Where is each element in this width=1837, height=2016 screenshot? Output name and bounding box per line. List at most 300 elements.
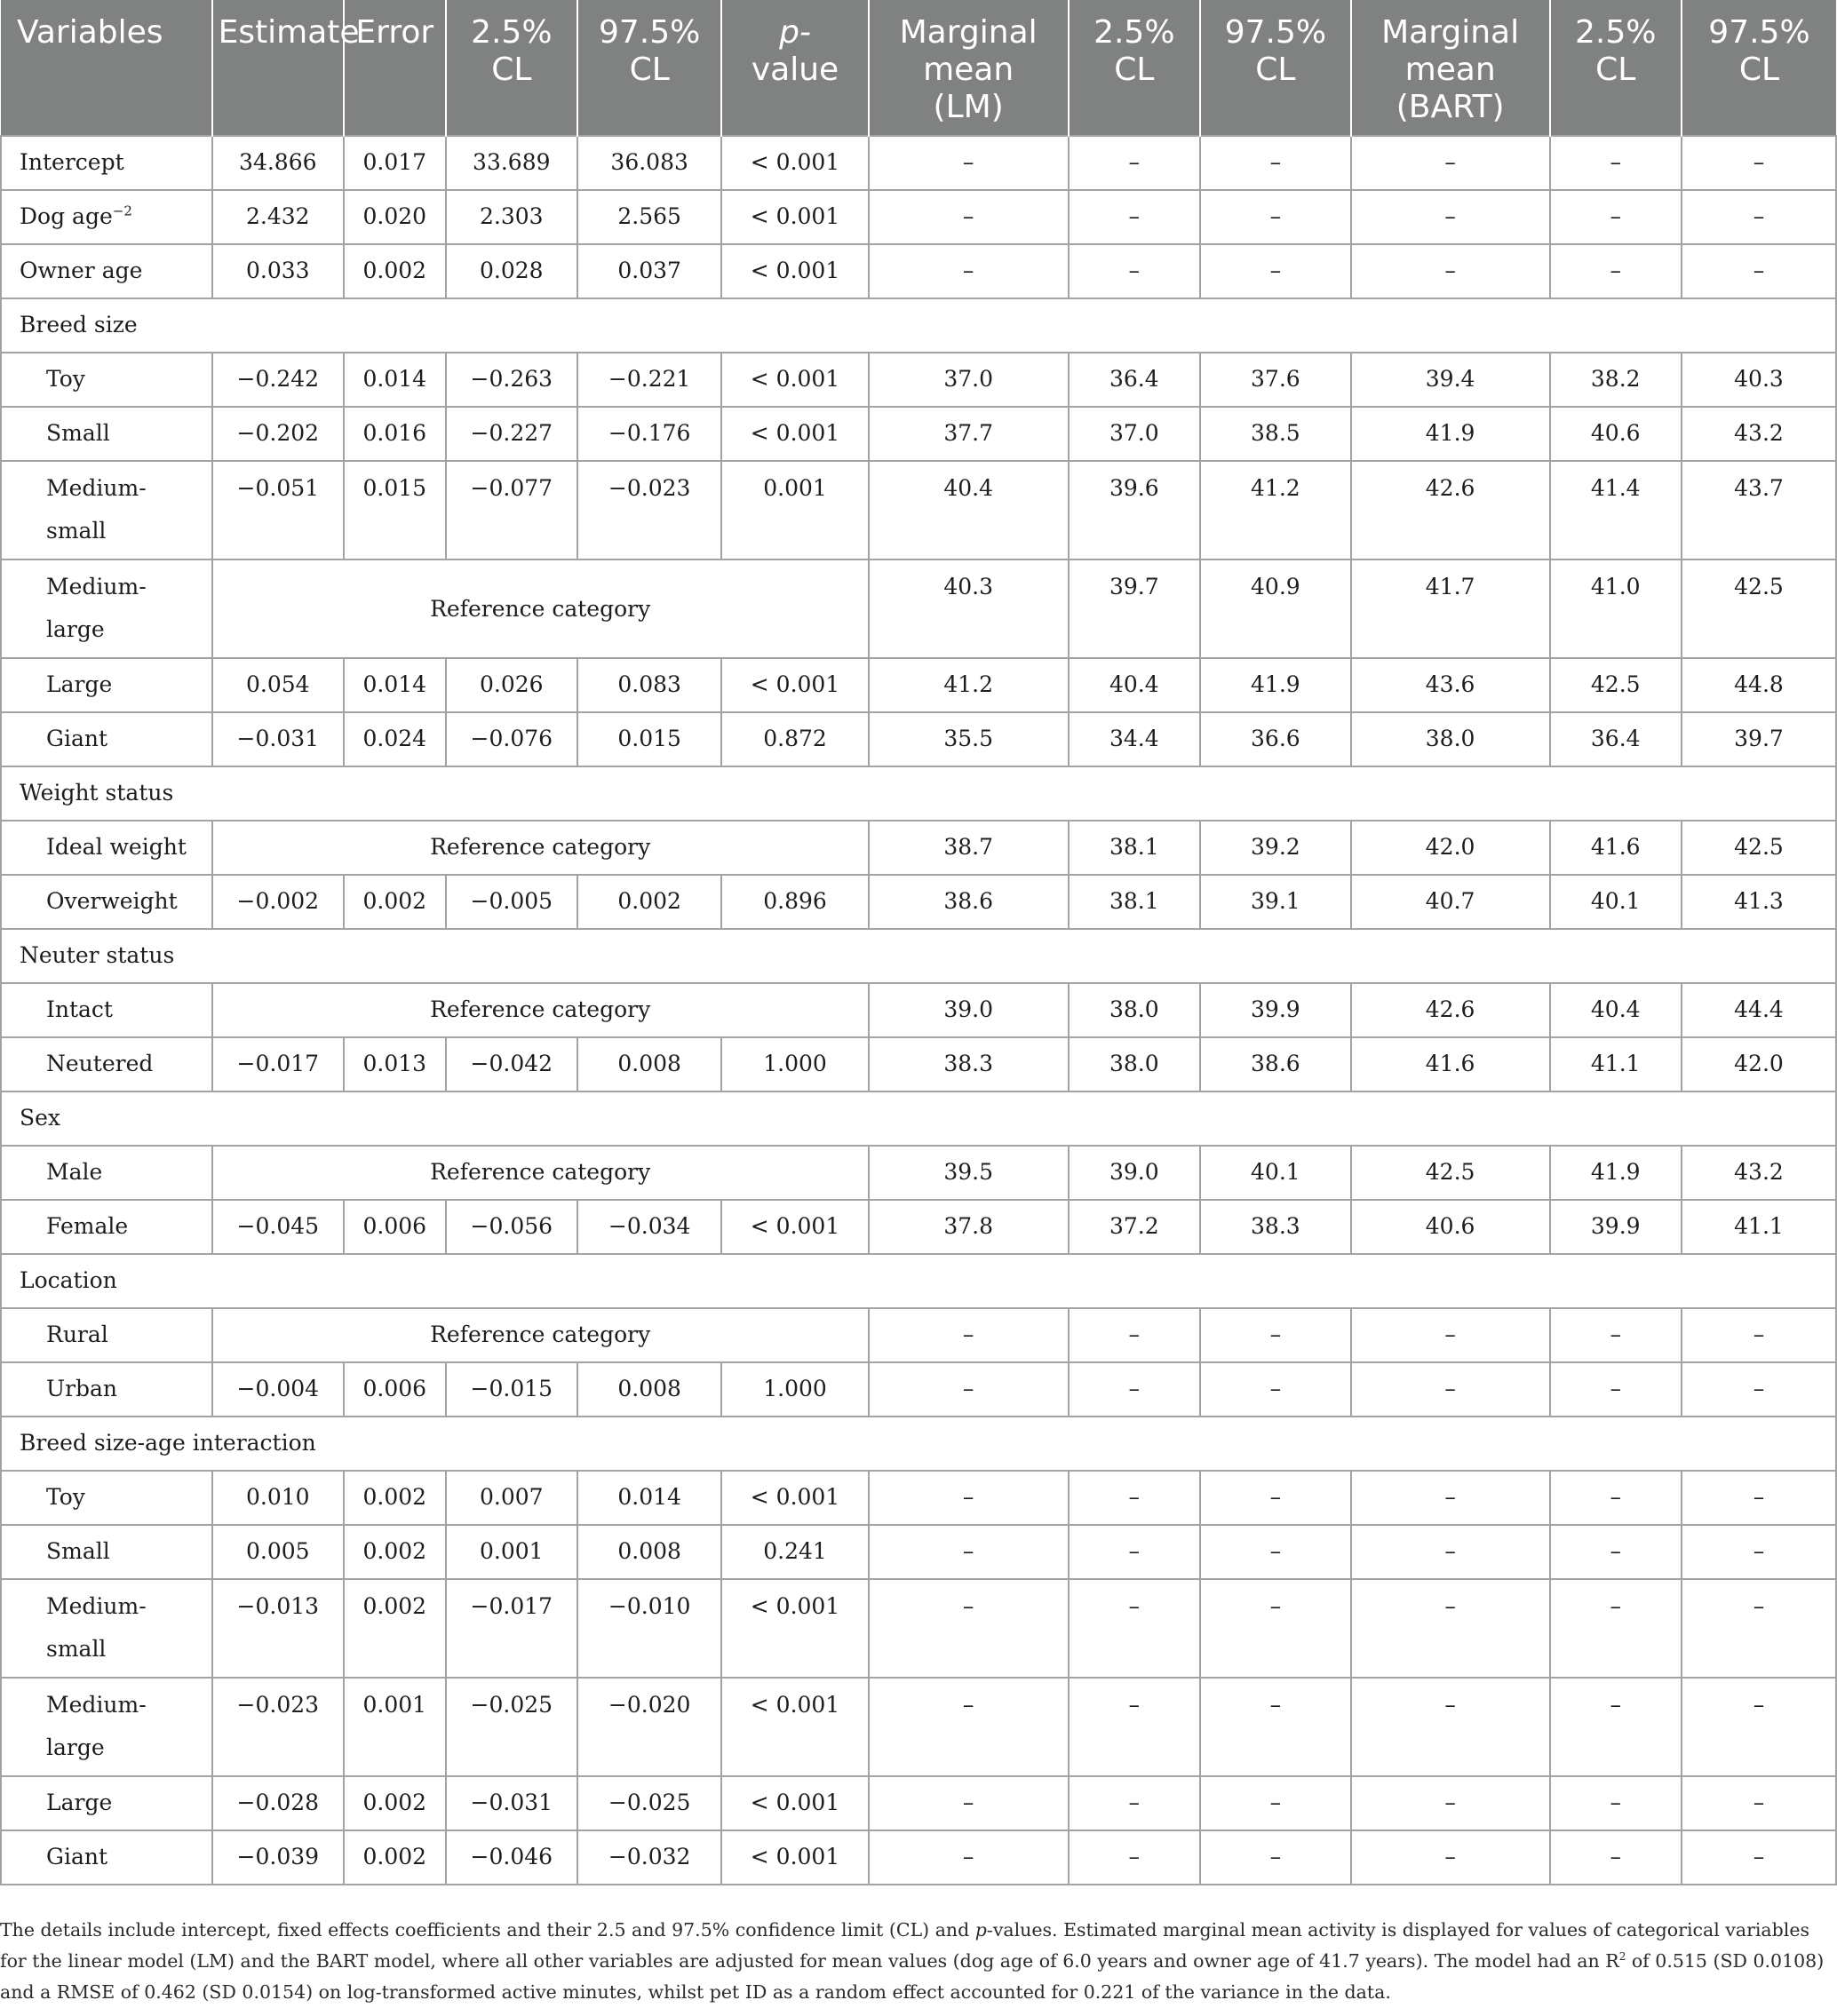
table-cell: 40.6	[1550, 407, 1682, 461]
table-cell: –	[1351, 1308, 1550, 1362]
column-header	[1069, 0, 1200, 136]
table-cell: 43.7	[1682, 461, 1836, 560]
table-cell: –	[1351, 1362, 1550, 1417]
row-label	[1, 1308, 212, 1362]
row-label-text: Dog age	[20, 203, 113, 229]
table-cell: –	[1682, 1362, 1836, 1417]
table-cell: 0.002	[344, 1776, 446, 1830]
table-cell: −0.077	[446, 461, 577, 560]
table-cell: –	[1200, 136, 1351, 190]
table-cell: –	[1069, 244, 1200, 298]
row-label	[1, 1830, 212, 1885]
table-cell: 40.7	[1351, 875, 1550, 929]
table-cell: 40.1	[1200, 1146, 1351, 1200]
table-cell: 41.4	[1550, 461, 1682, 560]
table-cell: –	[1682, 1776, 1836, 1830]
row-label	[1, 1776, 212, 1830]
column-header	[446, 0, 577, 136]
table-cell: –	[869, 1579, 1069, 1678]
table-cell: < 0.001	[721, 244, 868, 298]
table-row	[1, 1678, 1836, 1776]
row-label-line: Medium-	[46, 1593, 147, 1619]
table-cell: 0.008	[577, 1525, 721, 1579]
column-header-line: Error	[355, 14, 434, 51]
table-cell: 0.008	[577, 1362, 721, 1417]
section-row	[1, 298, 1836, 353]
table-cell: 0.001	[446, 1525, 577, 1579]
row-label-text: Giant	[46, 1844, 108, 1869]
table-cell: 41.1	[1682, 1200, 1836, 1254]
table-cell: 0.016	[344, 407, 446, 461]
table-cell: 0.002	[344, 1579, 446, 1678]
table-cell: –	[869, 190, 1069, 244]
table-cell: 0.002	[344, 875, 446, 929]
table-cell: 42.5	[1682, 560, 1836, 658]
row-label	[1, 821, 212, 875]
table-cell: 36.083	[577, 136, 721, 190]
table-row	[1, 1362, 1836, 1417]
column-header	[1550, 0, 1682, 136]
table-cell: –	[869, 1678, 1069, 1776]
table-cell: 39.0	[1069, 1146, 1200, 1200]
table-cell: –	[1550, 136, 1682, 190]
table-cell: 43.2	[1682, 1146, 1836, 1200]
table-cell: 0.017	[344, 136, 446, 190]
table-cell: –	[1200, 1678, 1351, 1776]
table-cell: –	[1200, 244, 1351, 298]
table-cell: 0.001	[721, 461, 868, 560]
row-label	[1, 407, 212, 461]
reference-category-cell: Reference category	[212, 983, 869, 1037]
table-cell: 40.9	[1200, 560, 1351, 658]
table-cell: 0.006	[344, 1362, 446, 1417]
section-label: Neuter status	[1, 929, 1836, 983]
table-cell: 40.3	[1682, 353, 1836, 407]
table-cell: 36.6	[1200, 712, 1351, 766]
table-row	[1, 1830, 1836, 1885]
row-label-line: large	[46, 616, 105, 642]
table-cell: 41.9	[1200, 658, 1351, 712]
table-cell: < 0.001	[721, 136, 868, 190]
table-cell: 38.0	[1351, 712, 1550, 766]
table-cell: 42.5	[1682, 821, 1836, 875]
column-header	[869, 0, 1069, 136]
table-cell: 38.3	[869, 1037, 1069, 1091]
table-cell: 41.0	[1550, 560, 1682, 658]
column-header-line: mean	[1404, 52, 1496, 88]
table-cell: –	[1351, 1579, 1550, 1678]
table-cell: 36.4	[1069, 353, 1200, 407]
column-header-line: 2.5%	[1093, 14, 1175, 51]
table-cell: 44.4	[1682, 983, 1836, 1037]
table-cell: −0.076	[446, 712, 577, 766]
table-cell: 0.002	[344, 1830, 446, 1885]
table-cell: 42.6	[1351, 983, 1550, 1037]
table-cell: –	[1682, 190, 1836, 244]
row-label-line: small	[46, 1636, 107, 1662]
table-cell: –	[1682, 1579, 1836, 1678]
table-cell: –	[1069, 1579, 1200, 1678]
table-cell: –	[1069, 190, 1200, 244]
table-cell: −0.039	[212, 1830, 344, 1885]
row-label-text: Owner age	[20, 258, 143, 283]
table-cell: < 0.001	[721, 353, 868, 407]
row-label-line: small	[46, 518, 107, 544]
table-cell: –	[1682, 1830, 1836, 1885]
table-cell: 42.0	[1682, 1037, 1836, 1091]
table-cell: −0.028	[212, 1776, 344, 1830]
column-header	[344, 0, 446, 136]
table-cell: 39.4	[1351, 353, 1550, 407]
table-cell: −0.032	[577, 1830, 721, 1885]
table-cell: 41.7	[1351, 560, 1550, 658]
table-cell: −0.013	[212, 1579, 344, 1678]
row-label	[1, 1471, 212, 1525]
column-header	[212, 0, 360, 136]
table-row	[1, 461, 1836, 560]
row-label-text: Small	[46, 1538, 110, 1564]
table-row	[1, 658, 1836, 712]
table-cell: 0.037	[577, 244, 721, 298]
table-cell: 42.6	[1351, 461, 1550, 560]
table-cell: 1.000	[721, 1037, 868, 1091]
table-cell: 0.002	[344, 1471, 446, 1525]
section-row	[1, 1254, 1836, 1308]
table-cell: –	[1200, 1579, 1351, 1678]
table-cell: –	[1550, 1776, 1682, 1830]
section-label: Breed size-age interaction	[1, 1417, 1836, 1471]
table-cell: −0.017	[212, 1037, 344, 1091]
table-cell: –	[1550, 1678, 1682, 1776]
table-row	[1, 983, 1836, 1037]
table-row	[1, 1146, 1836, 1200]
table-cell: –	[869, 136, 1069, 190]
table-cell: –	[1351, 244, 1550, 298]
table-cell: −0.005	[446, 875, 577, 929]
table-row	[1, 244, 1836, 298]
table-cell: −0.031	[212, 712, 344, 766]
column-header-line: mean	[923, 52, 1014, 88]
table-cell: 42.5	[1351, 1146, 1550, 1200]
table-cell: –	[1351, 1678, 1550, 1776]
table-cell: –	[1351, 1830, 1550, 1885]
table-cell: –	[1550, 1830, 1682, 1885]
column-header-line: Marginal	[1381, 14, 1520, 51]
table-cell: −0.221	[577, 353, 721, 407]
table-row	[1, 1776, 1836, 1830]
table-cell: 0.020	[344, 190, 446, 244]
row-label	[1, 983, 212, 1037]
row-label-text: Female	[46, 1213, 129, 1239]
row-label-text: Intact	[46, 996, 113, 1022]
table-cell: 38.0	[1069, 983, 1200, 1037]
table-cell: 37.8	[869, 1200, 1069, 1254]
table-cell: 38.6	[1200, 1037, 1351, 1091]
section-label: Sex	[1, 1091, 1836, 1146]
table-row	[1, 1308, 1836, 1362]
column-header-line: CL	[1738, 52, 1780, 88]
table-cell: –	[1550, 1525, 1682, 1579]
table-cell: –	[1200, 1830, 1351, 1885]
table-cell: 40.4	[1069, 658, 1200, 712]
column-header-line: 97.5%	[1708, 14, 1810, 51]
section-row	[1, 1091, 1836, 1146]
table-cell: –	[1069, 136, 1200, 190]
table-cell: −0.023	[212, 1678, 344, 1776]
table-cell: 0.015	[577, 712, 721, 766]
table-cell: –	[1200, 1525, 1351, 1579]
table-cell: –	[1550, 1362, 1682, 1417]
table-cell: 41.6	[1351, 1037, 1550, 1091]
table-cell: –	[1351, 190, 1550, 244]
table-row	[1, 821, 1836, 875]
table-cell: 41.2	[1200, 461, 1351, 560]
table-cell: −0.045	[212, 1200, 344, 1254]
footnote-r2-sup: 2	[1618, 1950, 1626, 1964]
row-label-text: Toy	[46, 366, 85, 392]
table-cell: 0.024	[344, 712, 446, 766]
table-cell: 35.5	[869, 712, 1069, 766]
row-label-text: Overweight	[46, 888, 178, 914]
table-cell: 39.5	[869, 1146, 1069, 1200]
table-row	[1, 875, 1836, 929]
table-cell: 40.6	[1351, 1200, 1550, 1254]
table-cell: –	[1200, 1308, 1351, 1362]
row-label	[1, 244, 212, 298]
row-label	[1, 712, 212, 766]
row-label	[1, 875, 212, 929]
table-cell: 41.9	[1550, 1146, 1682, 1200]
table-row	[1, 407, 1836, 461]
row-label	[1, 461, 212, 560]
section-label: Location	[1, 1254, 1836, 1308]
reference-category-cell: Reference category	[212, 1146, 869, 1200]
table-cell: 40.3	[869, 560, 1069, 658]
row-label-text: Giant	[46, 726, 108, 751]
table-cell: 34.4	[1069, 712, 1200, 766]
table-cell: 40.4	[869, 461, 1069, 560]
table-cell: < 0.001	[721, 1579, 868, 1678]
table-cell: 41.1	[1550, 1037, 1682, 1091]
row-label	[1, 190, 212, 244]
table-cell: 43.6	[1351, 658, 1550, 712]
table-cell: −0.202	[212, 407, 344, 461]
footnote-text-3: of 0.515 (SD 0.0108) and a RMSE of 0.462 (SD 0.0154) on log-transformed active minutes, whilst pet ID as a random effect accounted for 0.221 of the variance in the data.	[0, 1950, 1825, 2003]
table-cell: < 0.001	[721, 190, 868, 244]
table-cell: 2.303	[446, 190, 577, 244]
table-cell: –	[1069, 1525, 1200, 1579]
row-label-text: Male	[46, 1159, 103, 1185]
row-label	[1, 658, 212, 712]
reference-category-cell: Reference category	[212, 821, 869, 875]
table-cell: 41.9	[1351, 407, 1550, 461]
table-cell: 0.002	[344, 244, 446, 298]
table-cell: –	[1351, 1525, 1550, 1579]
column-header-line: Variables	[17, 14, 163, 51]
table-cell: –	[1200, 1471, 1351, 1525]
table-cell: −0.056	[446, 1200, 577, 1254]
row-label	[1, 1678, 212, 1776]
table-cell: 0.026	[446, 658, 577, 712]
table-cell: 0.083	[577, 658, 721, 712]
table-cell: 41.3	[1682, 875, 1836, 929]
row-label	[1, 1362, 212, 1417]
table-cell: –	[1682, 136, 1836, 190]
table-cell: –	[1550, 1579, 1682, 1678]
table-cell: –	[1682, 1525, 1836, 1579]
table-cell: 37.2	[1069, 1200, 1200, 1254]
table-cell: 0.005	[212, 1525, 344, 1579]
table-cell: –	[1682, 1471, 1836, 1525]
table-cell: 0.015	[344, 461, 446, 560]
table-cell: 0.001	[344, 1678, 446, 1776]
table-cell: 0.008	[577, 1037, 721, 1091]
column-header-line: CL	[1595, 52, 1636, 88]
table-cell: 37.7	[869, 407, 1069, 461]
table-cell: −0.017	[446, 1579, 577, 1678]
table-row	[1, 190, 1836, 244]
footnote-text-2: -values. Estimated marginal mean activity is displayed for values of categorical variables for the linear model (LM) and the BART model, where all other variables are adjusted for mean values (dog age of 6.0 years and owner age of 41.7 years). The model had an R	[0, 1919, 1809, 1972]
section-row	[1, 766, 1836, 821]
column-header	[577, 0, 721, 136]
column-header-line: 97.5%	[598, 14, 701, 51]
table-cell: –	[1069, 1471, 1200, 1525]
row-label-text: Ideal weight	[46, 834, 187, 860]
row-label-text: Small	[46, 420, 110, 446]
table-cell: 2.565	[577, 190, 721, 244]
table-header-row	[1, 0, 1836, 136]
column-header-line: Marginal	[899, 14, 1038, 51]
row-label	[1, 1037, 212, 1091]
table-cell: 38.1	[1069, 875, 1200, 929]
table-cell: 39.1	[1200, 875, 1351, 929]
table-cell: –	[1069, 1776, 1200, 1830]
table-cell: −0.002	[212, 875, 344, 929]
table-cell: –	[1069, 1308, 1200, 1362]
table-cell: –	[1200, 190, 1351, 244]
table-cell: 39.7	[1682, 712, 1836, 766]
column-header	[1682, 0, 1836, 136]
table-cell: –	[1069, 1830, 1200, 1885]
row-label	[1, 560, 212, 658]
table-cell: –	[869, 1471, 1069, 1525]
table-cell: 0.241	[721, 1525, 868, 1579]
table-cell: –	[1682, 244, 1836, 298]
table-cell: 0.028	[446, 244, 577, 298]
table-cell: –	[1351, 1471, 1550, 1525]
table-cell: 0.002	[344, 1525, 446, 1579]
table-cell: −0.034	[577, 1200, 721, 1254]
column-header-line: CL	[491, 52, 532, 88]
table-cell: 39.0	[869, 983, 1069, 1037]
table-cell: −0.031	[446, 1776, 577, 1830]
row-label-text: Urban	[46, 1376, 118, 1401]
table-cell: 38.1	[1069, 821, 1200, 875]
table-cell: 37.6	[1200, 353, 1351, 407]
row-label	[1, 1579, 212, 1678]
table-cell: 0.014	[344, 658, 446, 712]
column-header-line: Estimate	[218, 14, 360, 51]
table-cell: 40.4	[1550, 983, 1682, 1037]
table-cell: 38.7	[869, 821, 1069, 875]
table-body	[1, 136, 1836, 1885]
table-cell: –	[869, 1776, 1069, 1830]
table-cell: < 0.001	[721, 1830, 868, 1885]
row-label-text: Large	[46, 1790, 113, 1815]
table-cell: −0.263	[446, 353, 577, 407]
table-cell: 39.6	[1069, 461, 1200, 560]
row-label-text: Neutered	[46, 1051, 154, 1076]
table-row	[1, 1200, 1836, 1254]
column-header-line: value	[751, 52, 839, 88]
table-cell: 0.054	[212, 658, 344, 712]
table-cell: −0.046	[446, 1830, 577, 1885]
table-cell: 37.0	[1069, 407, 1200, 461]
row-label-text: Toy	[46, 1484, 85, 1510]
table-cell: –	[1682, 1678, 1836, 1776]
table-cell: 36.4	[1550, 712, 1682, 766]
table-cell: 0.014	[344, 353, 446, 407]
row-label	[1, 1146, 212, 1200]
table-cell: 38.6	[869, 875, 1069, 929]
section-row	[1, 1417, 1836, 1471]
column-header-line: (BART)	[1396, 89, 1505, 125]
row-label-sup: −2	[112, 202, 132, 219]
table-cell: −0.023	[577, 461, 721, 560]
table-cell: −0.025	[446, 1678, 577, 1776]
table-row	[1, 136, 1836, 190]
table-cell: −0.051	[212, 461, 344, 560]
table-cell: –	[1682, 1308, 1836, 1362]
table-cell: −0.242	[212, 353, 344, 407]
table-cell: –	[1550, 190, 1682, 244]
row-label	[1, 1525, 212, 1579]
row-label-text: Intercept	[20, 149, 124, 175]
table-cell: 38.2	[1550, 353, 1682, 407]
table-cell: –	[1550, 1308, 1682, 1362]
reference-category-cell: Reference category	[212, 560, 869, 658]
table-cell: 43.2	[1682, 407, 1836, 461]
column-header	[1200, 0, 1351, 136]
table-footnote	[0, 1915, 1830, 2008]
row-label	[1, 1200, 212, 1254]
table-cell: 0.002	[577, 875, 721, 929]
table-cell: –	[1550, 244, 1682, 298]
table-row	[1, 1579, 1836, 1678]
row-label-line: Medium-	[46, 475, 147, 501]
column-header	[1, 0, 212, 136]
table-cell: 0.010	[212, 1471, 344, 1525]
table-cell: 38.5	[1200, 407, 1351, 461]
table-cell: < 0.001	[721, 1678, 868, 1776]
table-cell: 40.1	[1550, 875, 1682, 929]
table-cell: 42.5	[1550, 658, 1682, 712]
table-cell: 0.014	[577, 1471, 721, 1525]
table-cell: 39.7	[1069, 560, 1200, 658]
row-label	[1, 136, 212, 190]
column-header-line: p-	[779, 14, 811, 51]
row-label-line: Medium-	[46, 574, 147, 599]
table-cell: –	[1200, 1362, 1351, 1417]
table-cell: −0.176	[577, 407, 721, 461]
table-cell: –	[1550, 1471, 1682, 1525]
table-cell: 41.6	[1550, 821, 1682, 875]
footnote-text-1: The details include intercept, fixed effects coefficients and their 2.5 and 97.5% confidence limit (CL) and	[0, 1919, 975, 1941]
row-label-line: Medium-	[46, 1692, 147, 1718]
table-cell: < 0.001	[721, 1200, 868, 1254]
table-row	[1, 353, 1836, 407]
table-cell: –	[869, 244, 1069, 298]
